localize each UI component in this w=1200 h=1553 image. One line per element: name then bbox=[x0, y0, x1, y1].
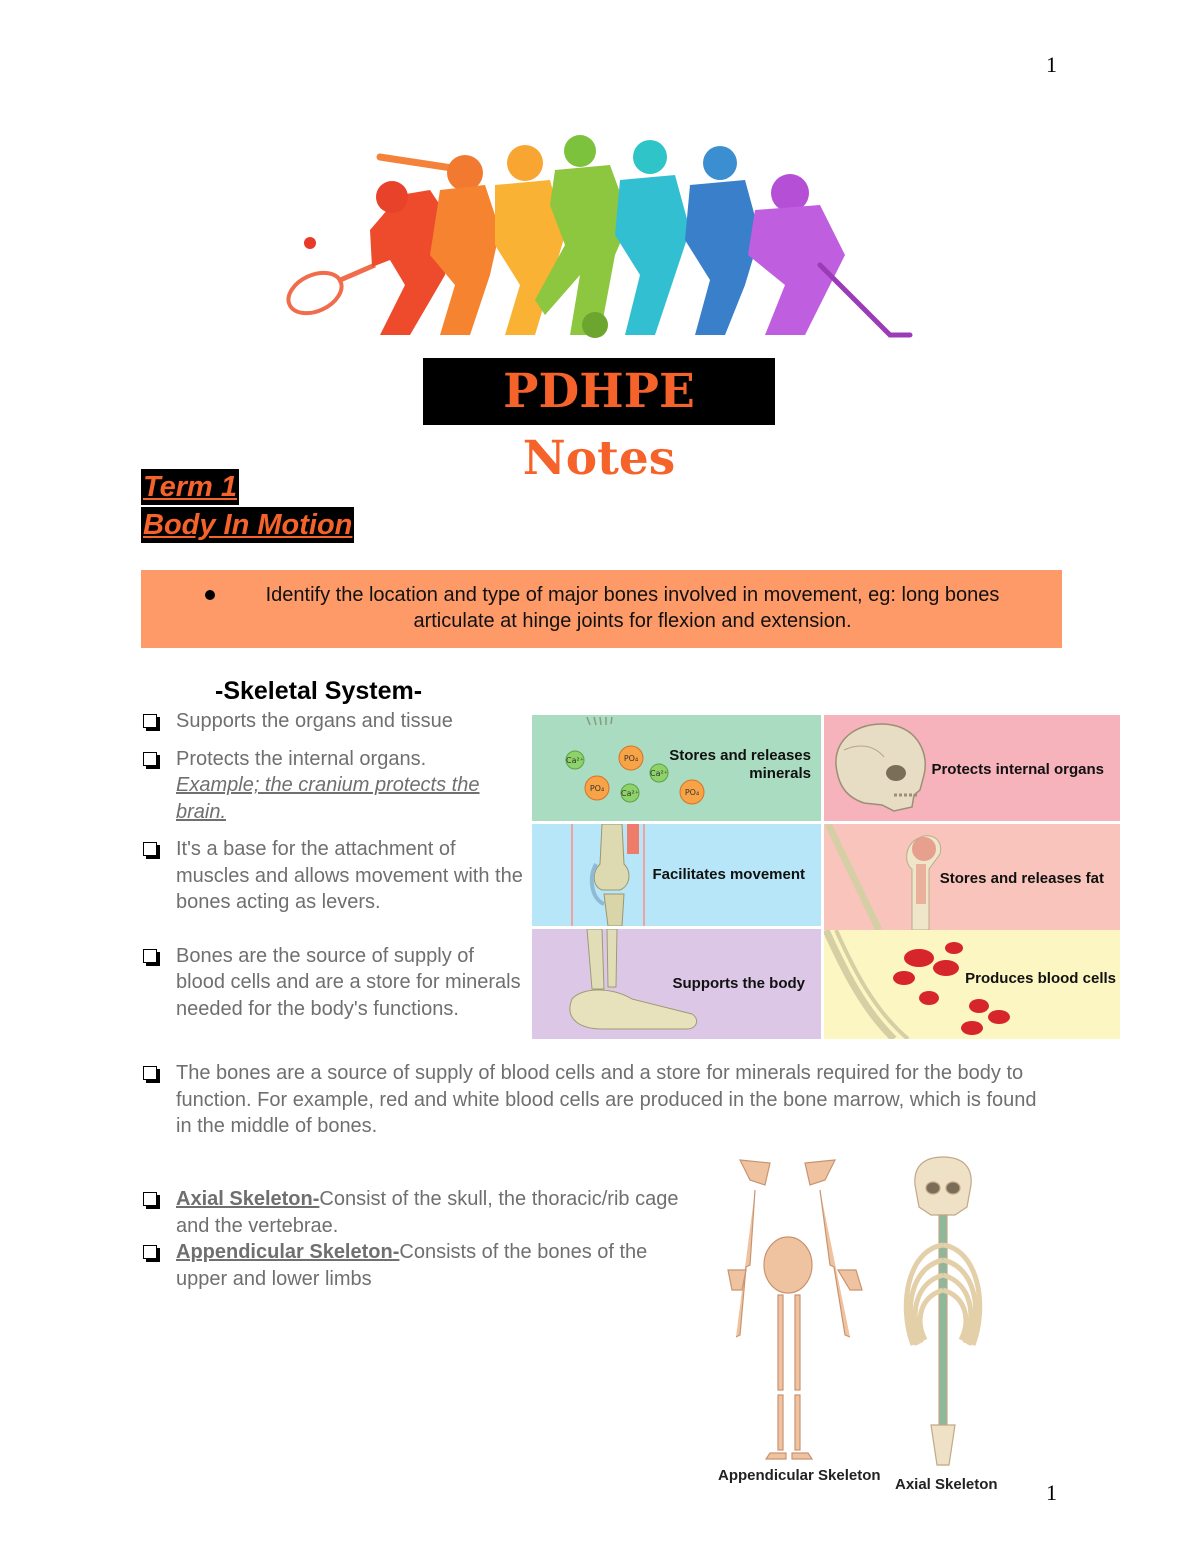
bone-supply-list bbox=[141, 1060, 1041, 1140]
bone-functions-figure bbox=[532, 715, 1120, 1039]
skeletal-functions-list bbox=[141, 708, 526, 1022]
axial-skeleton-illustration bbox=[893, 1155, 993, 1470]
objective-box bbox=[141, 570, 1062, 648]
caption-axial: Axial Skeleton bbox=[895, 1476, 998, 1493]
list-item: Axial Skeleton-Consist of the skull, the thoracic/rib cage and the vertebrae. bbox=[141, 1186, 701, 1239]
label-movement: Facilitates movement bbox=[652, 866, 805, 883]
list-item: Bones are the source of supply of blood cells and are a store for minerals needed for the body's functions. bbox=[141, 943, 526, 1023]
appendicular-skeleton-illustration bbox=[720, 1155, 885, 1465]
ion-label: Ca²⁺ bbox=[621, 789, 639, 798]
bullet-dot-icon bbox=[205, 590, 215, 600]
caption-appendicular: Appendicular Skeleton bbox=[718, 1467, 881, 1484]
page-title: PDHPE Notes bbox=[423, 358, 775, 425]
objective-text: Identify the location and type of major bones involved in movement, eg: long bones articulate at hinge joints for flexion and extension. bbox=[265, 584, 1000, 632]
checkbox-bullet-icon bbox=[143, 1066, 157, 1080]
label-supports: Supports the body bbox=[672, 975, 805, 992]
label-minerals: Stores and releases minerals bbox=[669, 747, 811, 782]
list-item: Appendicular Skeleton-Consists of the bones of the upper and lower limbs bbox=[141, 1239, 701, 1292]
checkbox-bullet-icon bbox=[143, 1245, 157, 1259]
list-item: The bones are a source of supply of blood cells and a store for minerals required for the body to function. For example, red and white blood cells are produced in the bone marrow, which is found in the middle of bones. bbox=[141, 1060, 1041, 1140]
ion-label: PO₄ bbox=[684, 788, 700, 797]
panel-movement bbox=[532, 824, 821, 926]
unit-heading bbox=[141, 507, 354, 543]
label-fat: Stores and releases fat bbox=[939, 870, 1104, 887]
checkbox-bullet-icon bbox=[143, 714, 157, 728]
checkbox-bullet-icon bbox=[143, 1192, 157, 1206]
panel-blood bbox=[824, 930, 1120, 1039]
list-item: Supports the organs and tissue bbox=[141, 708, 526, 735]
panel-fat bbox=[824, 824, 1120, 930]
ion-label: PO₄ bbox=[589, 784, 605, 793]
axial-term: Axial Skeleton- bbox=[176, 1188, 320, 1210]
page-number-bottom: 1 bbox=[1046, 1480, 1057, 1505]
panel-minerals bbox=[532, 715, 821, 821]
skeleton-definitions-list bbox=[141, 1186, 701, 1292]
appendicular-term: Appendicular Skeleton- bbox=[176, 1241, 400, 1263]
ion-label: Ca²⁺ bbox=[566, 756, 584, 765]
label-blood: Produces blood cells bbox=[965, 970, 1116, 987]
list-item: It's a base for the attachment of muscles and allows movement with the bones acting as levers. bbox=[141, 836, 526, 916]
sports-silhouettes-illustration bbox=[280, 135, 920, 350]
list-item: Protects the internal organs. Example; the cranium protects the brain. bbox=[141, 746, 526, 826]
blue-athlete-figure bbox=[685, 146, 760, 335]
ion-label: PO₄ bbox=[623, 754, 639, 763]
unit-label: Body In Motion bbox=[143, 509, 353, 541]
checkbox-bullet-icon bbox=[143, 949, 157, 963]
page-number-top: 1 bbox=[1046, 52, 1057, 77]
tennis-player-figure bbox=[282, 181, 450, 335]
checkbox-bullet-icon bbox=[143, 752, 157, 766]
hockey-player-figure bbox=[748, 174, 910, 335]
term-label: Term 1 bbox=[143, 471, 238, 503]
section-heading: -Skeletal System- bbox=[215, 677, 423, 705]
runner-figure bbox=[615, 140, 690, 335]
ion-label: Ca²⁺ bbox=[650, 769, 668, 778]
example-text: Example; the cranium protects the brain. bbox=[176, 774, 480, 823]
term-heading bbox=[141, 469, 239, 505]
panel-protects bbox=[824, 715, 1120, 821]
label-protects: Protects internal organs bbox=[931, 761, 1104, 778]
panel-supports bbox=[532, 929, 821, 1039]
checkbox-bullet-icon bbox=[143, 842, 157, 856]
